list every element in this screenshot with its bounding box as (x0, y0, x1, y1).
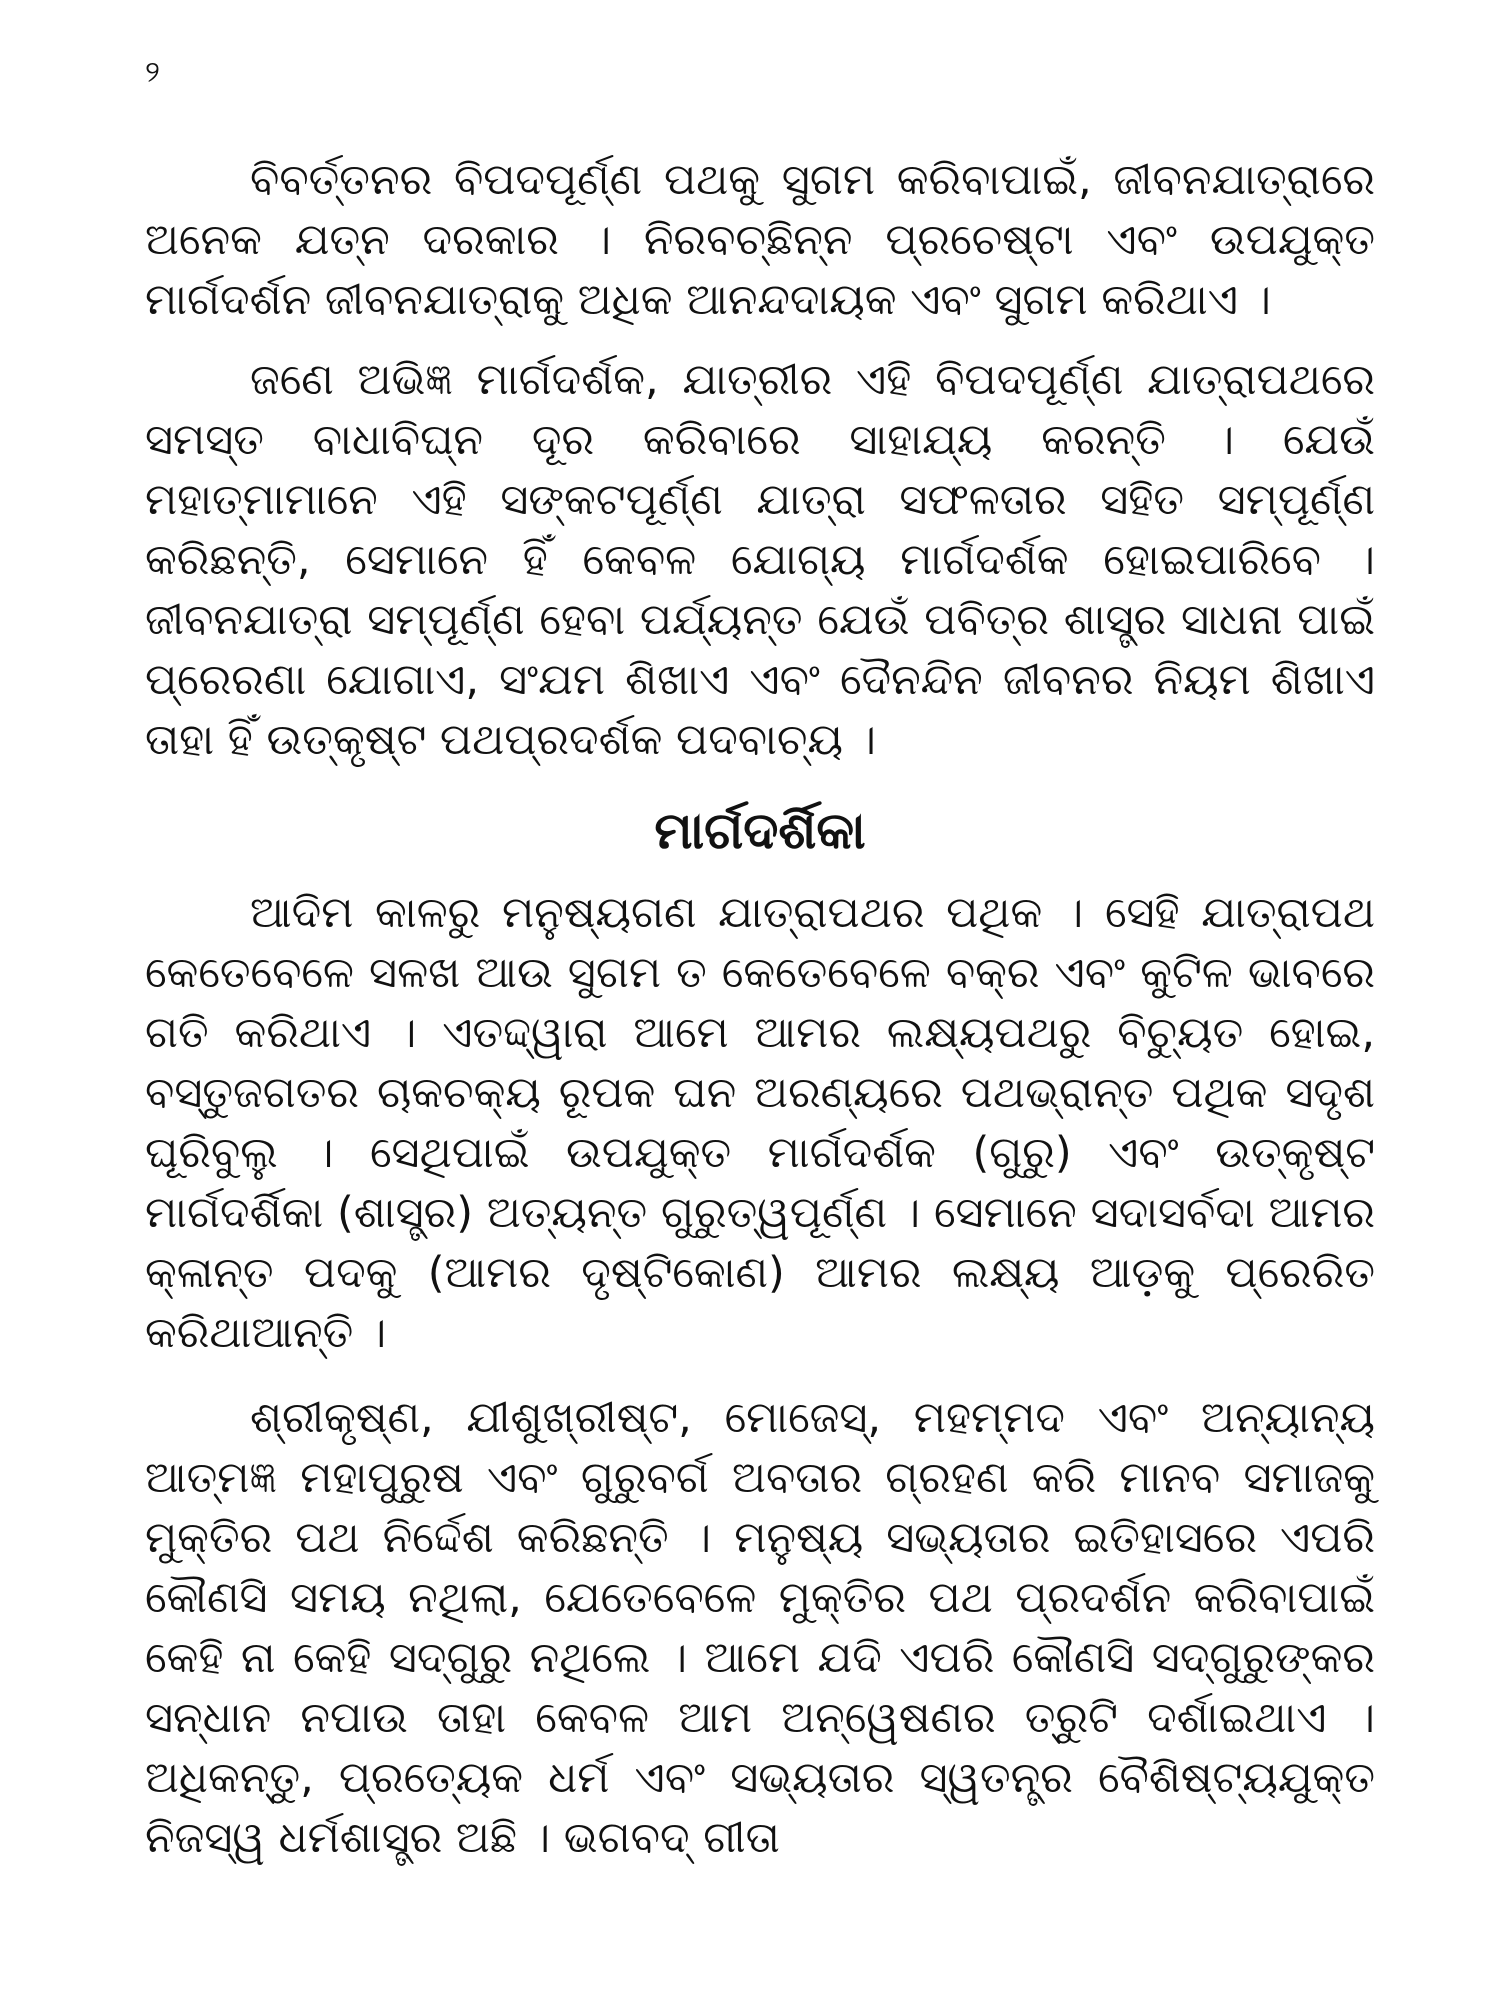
paragraph-section-1: ଆଦିମ କାଳରୁ ମନୁଷ୍ୟଗଣ ଯାତ୍ରାପଥର ପଥିକ । ସେହି ଯାତ୍ରାପଥ କେତେବେଳେ ସଳଖ ଆଉ ସୁଗମ ତ କେତେବେଳେ ବକ୍ର ଏବଂ କୁଟିଳ ଭାବରେ ଗତି କରିଥାଏ । ଏତଦ୍ଦ୍ୱାରା ଆମେ ଆମର ଲକ୍ଷ୍ୟପଥରୁ ବିଚ୍ୟୁତ ହୋଇ, ବସ୍ତୁଜଗତର ଚାକଚକ୍ୟ ରୂପକ ଘନ ଅରଣ୍ୟରେ ପଥଭ୍ରାନ୍ତ ପଥିକ ସଦୃଶ ଘୂରିବୁଲୁ । ସେଥିପାଇଁ ଉପଯୁକ୍ତ ମାର୍ଗଦର୍ଶକ (ଗୁରୁ) ଏବଂ ଉତ୍କୃଷ୍ଟ ମାର୍ଗଦର୍ଶିକା (ଶାସ୍ତ୍ର) ଅତ୍ୟନ୍ତ ଗୁରୁତ୍ୱପୂର୍ଣ୍ଣ । ସେମାନେ ସଦାସର୍ବଦା ଆମର କ୍ଳାନ୍ତ ପଦକୁ (ଆମର ଦୃଷ୍ଟିକୋଣ) ଆମର ଲକ୍ଷ୍ୟ ଆଡ଼କୁ ପ୍ରେରିତ କରିଥାଆନ୍ତି । (145, 888, 1375, 1358)
section-heading: ମାର୍ଗଦର୍ଶିକା (654, 802, 866, 861)
paragraph-section-2: ଶ୍ରୀକୃଷ୍ଣ, ଯୀଶୁଖ୍ରୀଷ୍ଟ, ମୋଜେସ୍, ମହମ୍ମଦ ଏବଂ ଅନ୍ୟାନ୍ୟ ଆତ୍ମଜ୍ଞ ମହାପୁରୁଷ ଏବଂ ଗୁରୁବର୍ଗ ଅବତାର ଗ୍ରହଣ କରି ମାନବ ସମାଜକୁ ମୁକ୍ତିର ପଥ ନିର୍ଦ୍ଦେଶ କରିଛନ୍ତି । ମନୁଷ୍ୟ ସଭ୍ୟତାର ଇତିହାସରେ ଏପରି କୌଣସି ସମୟ ନଥିଲା, ଯେତେବେଳେ ମୁକ୍ତିର ପଥ ପ୍ରଦର୍ଶନ କରିବାପାଇଁ କେହି ନା କେହି ସଦ୍‌ଗୁରୁ ନଥିଲେ । ଆମେ ଯଦି ଏପରି କୌଣସି ସଦ୍‌ଗୁରୁଙ୍କର ସନ୍ଧାନ ନପାଉ ତାହା କେବଳ ଆମ ଅନ୍ୱେଷଣର ତ୍ରୁଟି ଦର୍ଶାଇଥାଏ । ଅଧିକନ୍ତୁ, ପ୍ରତ୍ୟେକ ଧର୍ମ ଏବଂ ସଭ୍ୟତାର ସ୍ୱତନ୍ତ୍ର ବୈଶିଷ୍ଟ୍ୟଯୁକ୍ତ ନିଜସ୍ୱ ଧର୍ମଶାସ୍ତ୍ର ଅଛି । ଭଗବଦ୍ ଗୀତା (145, 1393, 1375, 1863)
page-number: ୨ (145, 55, 160, 90)
page-content (145, 150, 1375, 1868)
paragraph-intro-2: ଜଣେ ଅଭିଜ୍ଞ ମାର୍ଗଦର୍ଶକ, ଯାତ୍ରୀର ଏହି ବିପଦପୂର୍ଣ୍ଣ ଯାତ୍ରାପଥରେ ସମସ୍ତ ବାଧାବିଘ୍ନ ଦୂର କରିବାରେ ସାହାଯ୍ୟ କରନ୍ତି । ଯେଉଁ ମହାତ୍ମାମାନେ ଏହି ସଙ୍କଟପୂର୍ଣ୍ଣ ଯାତ୍ରା ସଫଳତାର ସହିତ ସମ୍ପୂର୍ଣ୍ଣ କରିଛନ୍ତି, ସେମାନେ ହିଁ କେବଳ ଯୋଗ୍ୟ ମାର୍ଗଦର୍ଶକ ହୋଇପାରିବେ । ଜୀବନଯାତ୍ରା ସମ୍ପୂର୍ଣ୍ଣ ହେବା ପର୍ଯ୍ୟନ୍ତ ଯେଉଁ ପବିତ୍ର ଶାସ୍ତ୍ର ସାଧନା ପାଇଁ ପ୍ରେରଣା ଯୋଗାଏ, ସଂଯମ ଶିଖାଏ ଏବଂ ଦୈନନ୍ଦିନ ଜୀବନର ନିୟମ ଶିଖାଏ ତାହା ହିଁ ଉତ୍କୃଷ୍ଟ ପଥପ୍ରଦର୍ଶକ ପଦବାଚ୍ୟ । (145, 355, 1375, 765)
paragraph-intro-1: ବିବର୍ତ୍ତନର ବିପଦପୂର୍ଣ୍ଣ ପଥକୁ ସୁଗମ କରିବାପାଇଁ, ଜୀବନଯାତ୍ରାରେ ଅନେକ ଯତ୍ନ ଦରକାର । ନିରବଚ୍ଛିନ୍ନ ପ୍ରଚେଷ୍ଟା ଏବଂ ଉପଯୁକ୍ତ ମାର୍ଗଦର୍ଶନ ଜୀବନଯାତ୍ରାକୁ ଅଧିକ ଆନନ୍ଦଦାୟକ ଏବଂ ସୁଗମ କରିଥାଏ । (145, 155, 1375, 325)
